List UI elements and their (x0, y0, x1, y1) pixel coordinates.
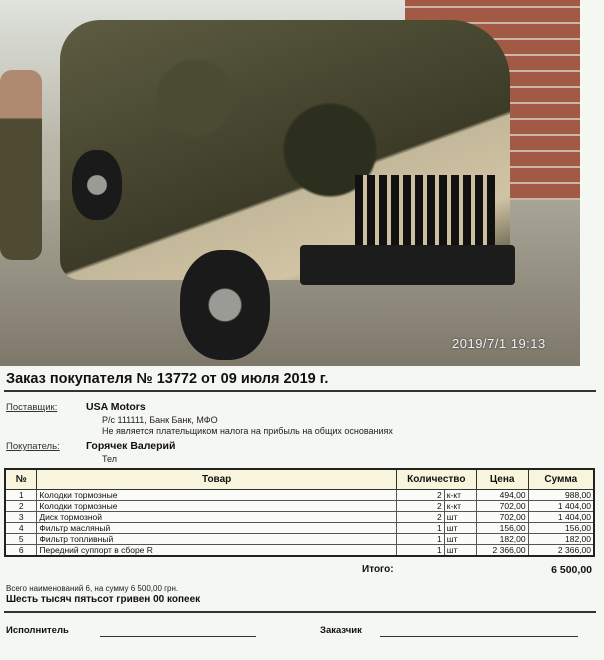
divider (4, 611, 596, 613)
executor-label: Исполнитель (6, 625, 69, 636)
col-item: Товар (37, 469, 396, 489)
supplier-tax: Не является плательщиком налога на прибыль на общих основаниях (102, 426, 393, 436)
row-unit: шт (444, 534, 476, 545)
row-quantity: 1 (396, 534, 444, 545)
col-quantity: Количество (396, 469, 476, 489)
front-wheel (180, 250, 270, 360)
col-price: Цена (476, 469, 528, 489)
table-row (5, 523, 594, 534)
row-price: 702,00 (476, 500, 528, 511)
row-item: Передний суппорт в сборе R (37, 545, 396, 557)
row-sum: 182,00 (528, 534, 594, 545)
row-item: Колодки тормозные (37, 489, 396, 500)
row-price: 156,00 (476, 523, 528, 534)
supplier-bank: Р/с 111111, Банк Банк, МФО (102, 415, 218, 425)
row-quantity: 2 (396, 489, 444, 500)
total-label: Итого: (362, 564, 394, 575)
amount-in-words: Шесть тысяч пятьсот гривен 00 копеек (6, 594, 201, 605)
row-item: Фильтр масляный (37, 523, 396, 534)
customer-label: Заказчик (320, 625, 362, 636)
photo-timestamp: 2019/7/1 19:13 (452, 336, 546, 351)
divider (4, 390, 596, 392)
row-number: 4 (5, 523, 37, 534)
row-number: 5 (5, 534, 37, 545)
col-number: № (5, 469, 37, 489)
row-quantity: 2 (396, 500, 444, 511)
row-price: 494,00 (476, 489, 528, 500)
row-item: Фильтр топливный (37, 534, 396, 545)
table-row (5, 500, 594, 511)
row-quantity: 1 (396, 545, 444, 557)
row-price: 702,00 (476, 511, 528, 522)
row-sum: 156,00 (528, 523, 594, 534)
row-sum: 988,00 (528, 489, 594, 500)
row-price: 182,00 (476, 534, 528, 545)
table-row (5, 534, 594, 545)
row-sum: 1 404,00 (528, 500, 594, 511)
row-item: Колодки тормозные (37, 500, 396, 511)
row-unit: шт (444, 523, 476, 534)
person (0, 70, 42, 260)
executor-signature-line (100, 636, 256, 637)
page-title: Заказ покупателя № 13772 от 09 июля 2019 г. (6, 371, 329, 387)
buyer-label: Покупатель: (6, 441, 60, 452)
row-sum: 2 366,00 (528, 545, 594, 557)
row-price: 2 366,00 (476, 545, 528, 557)
table-row (5, 511, 594, 522)
customer-signature-line (380, 636, 578, 637)
summary-text: Всего наименований 6, на сумму 6 500,00 грн. (6, 584, 179, 593)
col-sum: Сумма (528, 469, 594, 489)
row-unit: шт (444, 511, 476, 522)
supplier-label: Поставщик: (6, 402, 58, 413)
items-table (4, 468, 595, 557)
row-sum: 1 404,00 (528, 511, 594, 522)
row-quantity: 1 (396, 523, 444, 534)
row-number: 6 (5, 545, 37, 557)
jeep-grille (355, 175, 495, 245)
buyer-name: Горячек Валерий (86, 440, 176, 452)
table-row (5, 545, 594, 557)
row-number: 1 (5, 489, 37, 500)
jeep-bumper (300, 245, 515, 285)
row-unit: к-кт (444, 489, 476, 500)
rear-wheel (72, 150, 122, 220)
customer-order-document (0, 366, 604, 660)
supplier-name: USA Motors (86, 401, 146, 413)
row-number: 2 (5, 500, 37, 511)
table-row (5, 489, 594, 500)
row-item: Диск тормозной (37, 511, 396, 522)
buyer-phone: Тел (102, 454, 117, 464)
total-value: 6 500,00 (551, 564, 592, 576)
row-unit: шт (444, 545, 476, 557)
row-unit: к-кт (444, 500, 476, 511)
row-quantity: 2 (396, 511, 444, 522)
row-number: 3 (5, 511, 37, 522)
